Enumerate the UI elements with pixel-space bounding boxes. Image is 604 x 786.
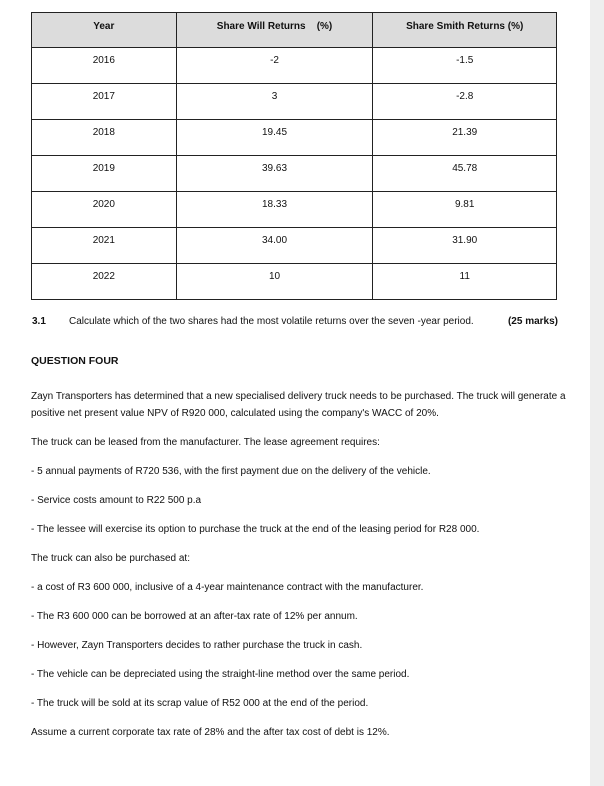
header-year: Year [32,13,177,48]
header-smith-returns: Share Smith Returns (%) [373,13,557,48]
cell-year: 2016 [32,48,177,84]
lease-intro: The truck can be leased from the manufacturer. The lease agreement requires: [31,437,380,448]
section-heading: QUESTION FOUR [31,355,119,367]
cell-will-return: 39.63 [176,156,373,192]
cell-year: 2022 [32,264,177,300]
intro-paragraph: Zayn Transporters has determined that a new specialised delivery truck needs to be purchased. The truck will generate a positive net present value NPV of R920 000, calculated using the company's WACC of 20%. [31,391,566,419]
share-returns-table [31,12,557,300]
cell-smith-return: 9.81 [373,192,557,228]
cell-will-return: -2 [176,48,373,84]
cell-smith-return: 45.78 [373,156,557,192]
list-item: - The lessee will exercise its option to purchase the truck at the end of the leasing period for R28 000. [31,524,480,535]
purchase-intro: The truck can also be purchased at: [31,553,190,564]
question-text: Calculate which of the two shares had the most volatile returns over the seven -year period. [69,316,474,327]
list-item: - Service costs amount to R22 500 p.a [31,495,202,506]
closing-paragraph: Assume a current corporate tax rate of 28% and the after tax cost of debt is 12%. [31,727,390,738]
table-row [32,192,557,228]
list-item: - However, Zayn Transporters decides to rather purchase the truck in cash. [31,640,363,651]
question-marks: (25 marks) [507,316,558,327]
table-row [32,48,557,84]
cell-smith-return: 31.90 [373,228,557,264]
cell-will-return: 3 [176,84,373,120]
table-row [32,120,557,156]
header-will-returns: Share Will Returns (%) [176,13,373,48]
table-row [32,264,557,300]
list-item: - The vehicle can be depreciated using the straight-line method over the same period. [31,669,410,680]
cell-smith-return: 21.39 [373,120,557,156]
cell-year: 2019 [32,156,177,192]
cell-smith-return: -2.8 [373,84,557,120]
list-item: - a cost of R3 600 000, inclusive of a 4-year maintenance contract with the manufacturer. [31,582,424,593]
list-item: - 5 annual payments of R720 536, with the first payment due on the delivery of the vehicle. [31,466,431,477]
cell-smith-return: -1.5 [373,48,557,84]
cell-smith-return: 11 [373,264,557,300]
table-row [32,228,557,264]
list-item: - The R3 600 000 can be borrowed at an after-tax rate of 12% per annum. [31,611,358,622]
cell-year: 2021 [32,228,177,264]
table-row [32,156,557,192]
cell-will-return: 10 [176,264,373,300]
cell-will-return: 19.45 [176,120,373,156]
cell-will-return: 34.00 [176,228,373,264]
page-margin-strip [590,0,604,786]
cell-year: 2018 [32,120,177,156]
question-number: 3.1 [32,316,46,327]
cell-year: 2017 [32,84,177,120]
table-header-row [32,13,557,48]
cell-year: 2020 [32,192,177,228]
cell-will-return: 18.33 [176,192,373,228]
list-item: - The truck will be sold at its scrap value of R52 000 at the end of the period. [31,698,369,709]
table-row [32,84,557,120]
